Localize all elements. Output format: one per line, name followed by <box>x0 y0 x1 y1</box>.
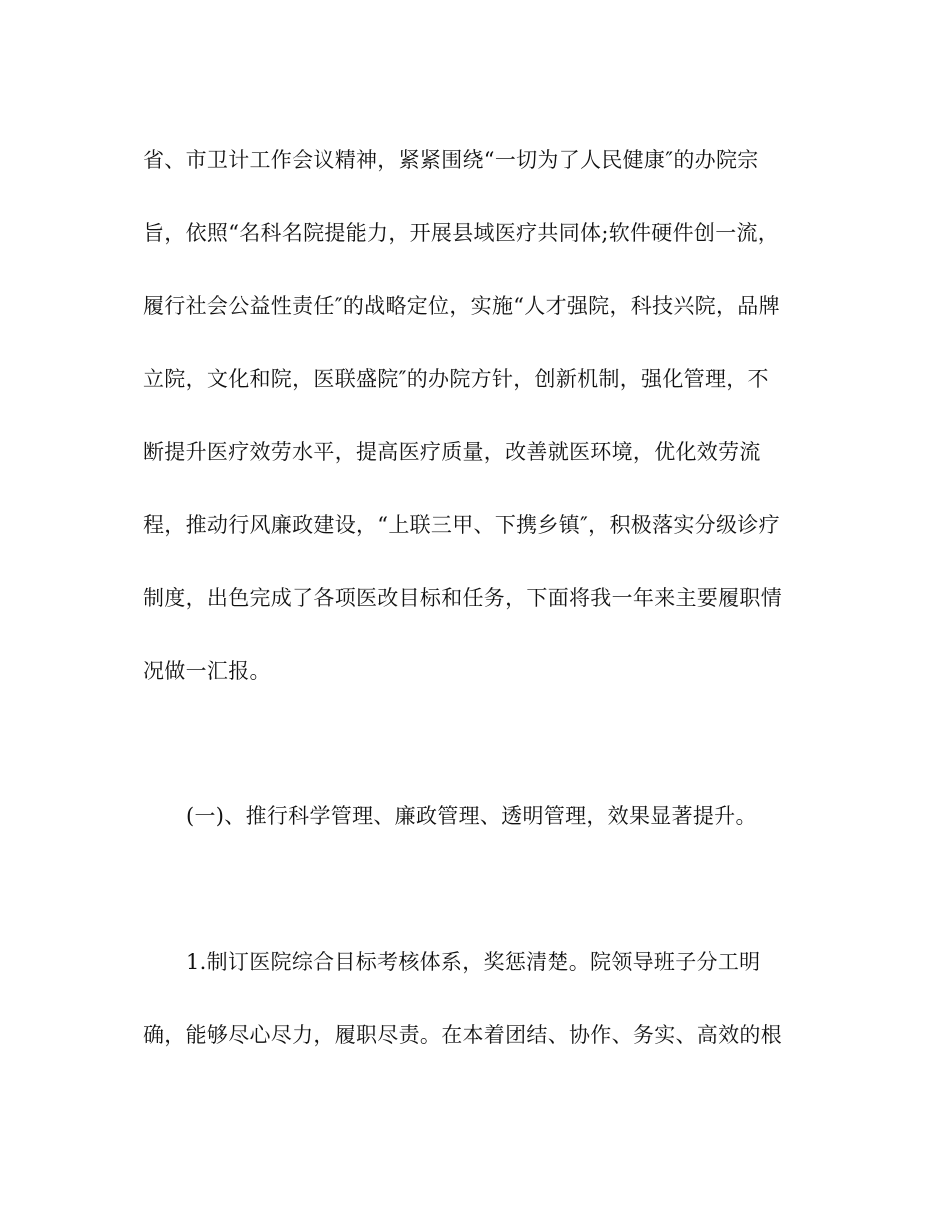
paragraph-line: 况做一汇报。 <box>143 659 271 683</box>
paragraph-line: 程，推动行风廉政建设，“上联三甲、下携乡镇″，积极落实分级诊疗 <box>143 513 780 537</box>
paragraph-line: 履行社会公益性责任″的战略定位，实施“人才强院，科技兴院，品牌 <box>143 294 780 318</box>
paragraph-line: 制度，出色完成了各项医改目标和任务，下面将我一年来主要履职情 <box>143 586 782 610</box>
paragraph-line: 省、市卫计工作会议精神，紧紧围绕“一切为了人民健康″的办院宗 <box>143 148 759 172</box>
paragraph-line: 旨，依照“名科名院提能力，开展县域医疗共同体;软件硬件创一流， <box>143 221 780 245</box>
section-heading: (一)、推行科学管理、廉政管理、透明管理，效果显著提升。 <box>186 804 757 828</box>
paragraph-line: 断提升医疗效劳水平，提高医疗质量，改善就医环境，优化效劳流 <box>143 440 761 464</box>
paragraph-line: 确，能够尽心尽力，履职尽责。在本着团结、协作、务实、高效的根 <box>143 1023 782 1047</box>
paragraph-line: 1.制订医院综合目标考核体系，奖惩清楚。院领导班子分工明 <box>186 950 761 974</box>
paragraph-line: 立院，文化和院，医联盛院″的办院方针，创新机制，强化管理，不 <box>143 367 769 391</box>
